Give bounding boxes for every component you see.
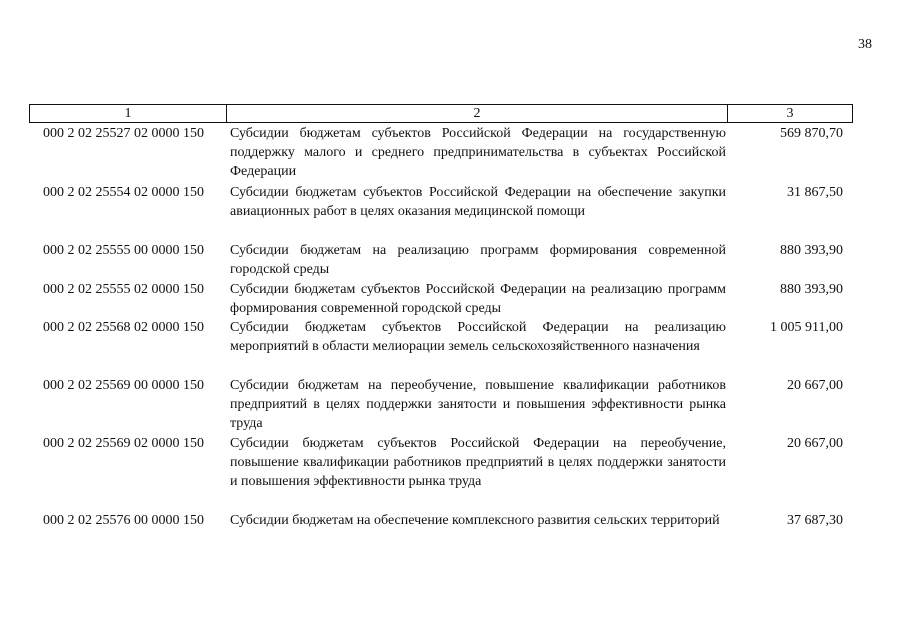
budget-code: 000 2 02 25555 00 0000 150 <box>43 243 204 258</box>
row-amount: 20 667,00 <box>787 436 843 451</box>
row-amount: 31 867,50 <box>787 185 843 200</box>
row-description: Субсидии бюджетам субъектов Российской Федерации на государственную поддержку малого и среднего предпринимательства в субъектах Российской Федерации <box>230 126 726 179</box>
row-amount: 569 870,70 <box>780 126 843 141</box>
budget-code: 000 2 02 25569 02 0000 150 <box>43 436 204 451</box>
row-amount: 1 005 911,00 <box>770 320 843 335</box>
budget-code: 000 2 02 25554 02 0000 150 <box>43 185 204 200</box>
row-description: Субсидии бюджетам на реализацию программ формирования современной городской среды <box>230 243 726 277</box>
header-col-1: 1 <box>30 105 227 122</box>
budget-code: 000 2 02 25527 02 0000 150 <box>43 126 204 141</box>
budget-code: 000 2 02 25569 00 0000 150 <box>43 378 204 393</box>
row-description: Субсидии бюджетам субъектов Российской Федерации на реализацию мероприятий в области мелиорации земель сельскохозяйственного назначения <box>230 320 726 354</box>
budget-code: 000 2 02 25555 02 0000 150 <box>43 282 204 297</box>
header-col-2: 2 <box>227 105 728 122</box>
row-amount: 20 667,00 <box>787 378 843 393</box>
row-description: Субсидии бюджетам на переобучение, повышение квалификации работников предприятий в целях поддержки занятости и повышения эффективности рынка труда <box>230 378 726 431</box>
row-description: Субсидии бюджетам субъектов Российской Федерации на реализацию программ формирования современной городской среды <box>230 282 726 316</box>
row-description: Субсидии бюджетам субъектов Российской Федерации на обеспечение закупки авиационных работ в целях оказания медицинской помощи <box>230 185 726 219</box>
row-description: Субсидии бюджетам на обеспечение комплексного развития сельских территорий <box>230 513 720 528</box>
row-amount: 37 687,30 <box>787 513 843 528</box>
row-amount: 880 393,90 <box>780 282 843 297</box>
header-col-3: 3 <box>786 106 794 121</box>
row-amount: 880 393,90 <box>780 243 843 258</box>
row-description: Субсидии бюджетам субъектов Российской Федерации на переобучение, повышение квалификации работников предприятий в целях поддержки занятости и повышения эффективности рынка труда <box>230 436 726 489</box>
budget-code: 000 2 02 25568 02 0000 150 <box>43 320 204 335</box>
page-number: 38 <box>858 37 872 52</box>
table-header <box>29 104 853 123</box>
budget-code: 000 2 02 25576 00 0000 150 <box>43 513 204 528</box>
